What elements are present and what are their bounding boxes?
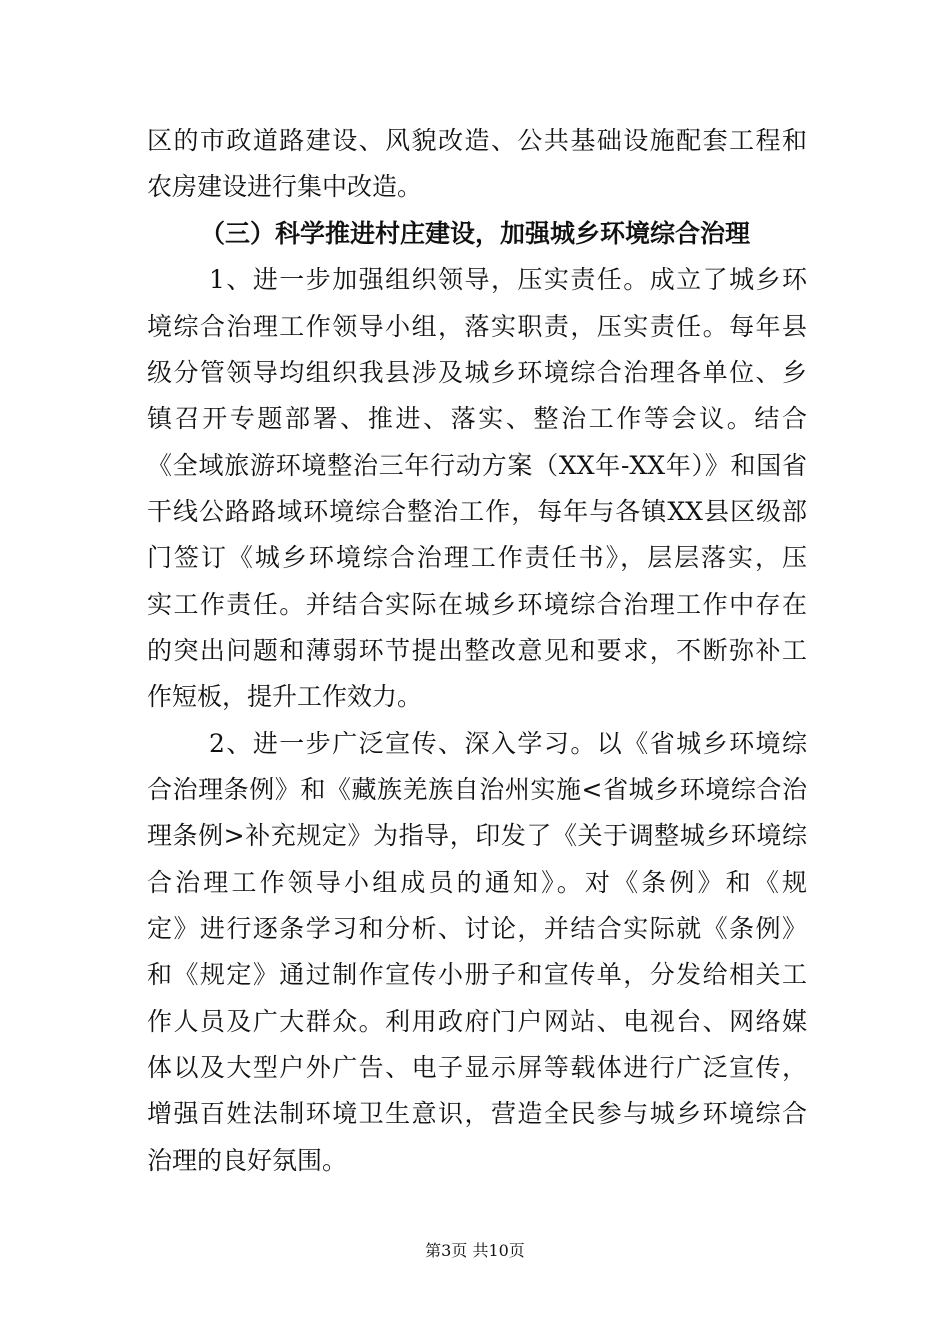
text-line: 实工作责任。并结合实际在城乡环境综合治理工作中存在	[147, 590, 807, 619]
text-line: 《全域旅游环境整治三年行动方案（XX年-XX年）》和国省	[147, 451, 807, 480]
text-line: 合治理工作领导小组成员的通知》。对《条例》和《规	[147, 868, 807, 897]
text-line: 作人员及广大群众。利用政府门户网站、电视台、网络媒	[147, 1007, 807, 1036]
section-heading: （三）科学推进村庄建设，加强城乡环境综合治理	[200, 219, 751, 248]
page-number-footer: 第3页 共10页	[425, 1241, 525, 1260]
text-line: 门签订《城乡环境综合治理工作责任书》，层层落实，压	[147, 543, 807, 572]
text-line: 区的市政道路建设、风貌改造、公共基础设施配套工程和	[147, 126, 807, 155]
text-line: 理条例>补充规定》为指导，印发了《关于调整城乡环境综	[147, 821, 807, 850]
text-line: 定》进行逐条学习和分析、讨论，并结合实际就《条例》	[147, 914, 807, 943]
text-line: 农房建设进行集中改造。	[147, 172, 423, 201]
text-line: 干线公路路域环境综合整治工作，每年与各镇XX县区级部	[147, 497, 807, 526]
paragraph-first-line: 2、进一步广泛宣传、深入学习。以《省城乡环境综	[209, 729, 807, 758]
text-line: 体以及大型户外广告、电子显示屏等载体进行广泛宣传，	[147, 1053, 807, 1082]
text-line: 治理的良好氛围。	[147, 1146, 348, 1175]
text-line: 合治理条例》和《藏族羌族自治州实施<省城乡环境综合治	[147, 775, 807, 804]
text-line: 的突出问题和薄弱环节提出整改意见和要求，不断弥补工	[147, 636, 807, 665]
text-line: 和《规定》通过制作宣传小册子和宣传单，分发给相关工	[147, 960, 807, 989]
text-line: 境综合治理工作领导小组，落实职责，压实责任。每年县	[147, 312, 807, 341]
text-line: 增强百姓法制环境卫生意识，营造全民参与城乡环境综合	[147, 1099, 807, 1128]
text-line: 级分管领导均组织我县涉及城乡环境综合治理各单位、乡	[147, 358, 807, 387]
paragraph-first-line: 1、进一步加强组织领导，压实责任。成立了城乡环	[209, 265, 807, 294]
text-line: 镇召开专题部署、推进、落实、整治工作等会议。结合	[147, 404, 807, 433]
text-line: 作短板，提升工作效力。	[147, 682, 423, 711]
